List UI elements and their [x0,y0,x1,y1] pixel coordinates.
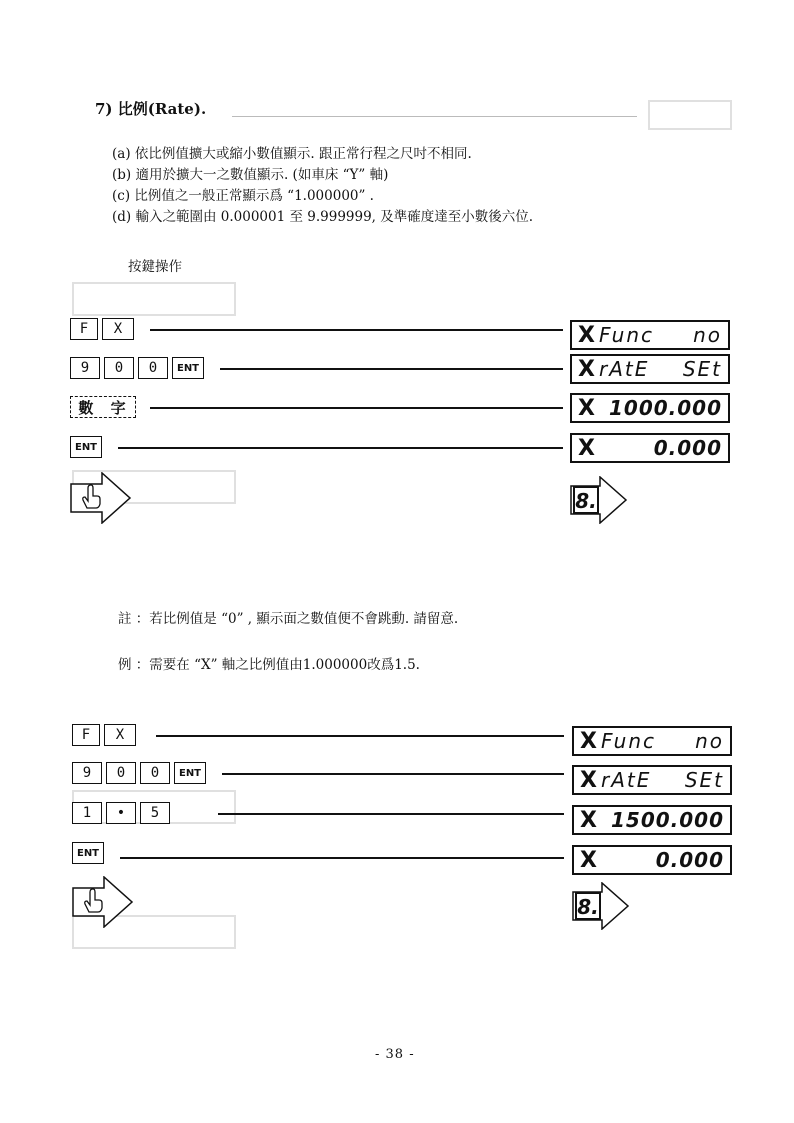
key-9: 9 [70,357,100,379]
connector-line [120,857,564,859]
digit-eight-label: 8. [577,895,599,919]
key-0: 0 [104,357,134,379]
item-a: (a) 依比例值擴大或縮小數值顯示. 跟正常行程之尺吋不相同. [112,146,472,162]
title-rule [232,116,637,117]
connector-line [118,447,563,449]
key-x: X [102,318,134,340]
item-b: (b) 適用於擴大一之數值顯示. (如車床 “Y” 軸) [112,167,389,183]
connector-line [218,813,564,815]
key-ent: ENT [174,762,206,784]
key-9: 9 [72,762,102,784]
hand-pointer-arrow-icon [72,876,134,928]
key-ent: ENT [72,842,104,864]
connector-line [150,407,563,409]
display-rate-set: X rAtE SEt [570,354,730,384]
item-d: (d) 輸入之範圍由 0.000001 至 9.999999, 及準確度達至小數後六位. [112,209,534,225]
key-0: 0 [138,357,168,379]
connector-line [220,368,563,370]
bleed-through-box [72,282,236,316]
hand-pointer-arrow-icon [70,472,132,524]
connector-line [222,773,564,775]
display-value: X 1500.000 [572,805,732,835]
key-1: 1 [72,802,102,824]
display-func-no: X Func no [572,726,732,756]
key-5: 5 [140,802,170,824]
key-0: 0 [106,762,136,784]
display-value: X 1000.000 [570,393,730,423]
connector-line [150,329,563,331]
key-f: F [72,724,100,746]
key-0: 0 [140,762,170,784]
bleed-through-box [648,100,732,130]
section-title: 7) 比例(Rate). [95,100,207,118]
digit-display-arrow-icon [570,476,628,524]
key-ent: ENT [172,357,204,379]
display-func-no: X Func no [570,320,730,350]
page-number: - 38 - [375,1047,415,1062]
display-value: X 0.000 [572,845,732,875]
key-x: X [104,724,136,746]
connector-line [156,735,564,737]
key-digits: 數 字 [70,396,136,418]
example-text: 例 ：需要在 “X” 軸之比例值由1.000000改爲1.5. [118,657,420,673]
note-text: 註 ：若比例值是 “0” , 顯示面之數值便不會跳動. 請留意. [118,611,459,627]
key-decimal-point: • [106,802,136,824]
digit-eight-label: 8. [575,489,597,513]
digit-display-arrow-icon [572,882,630,930]
key-ent: ENT [70,436,102,458]
item-c: (c) 比例值之一般正常顯示爲 “1.000000” . [112,188,374,204]
display-rate-set: X rAtE SEt [572,765,732,795]
key-f: F [70,318,98,340]
display-value: X 0.000 [570,433,730,463]
key-operation-heading: 按鍵操作 [128,259,182,275]
